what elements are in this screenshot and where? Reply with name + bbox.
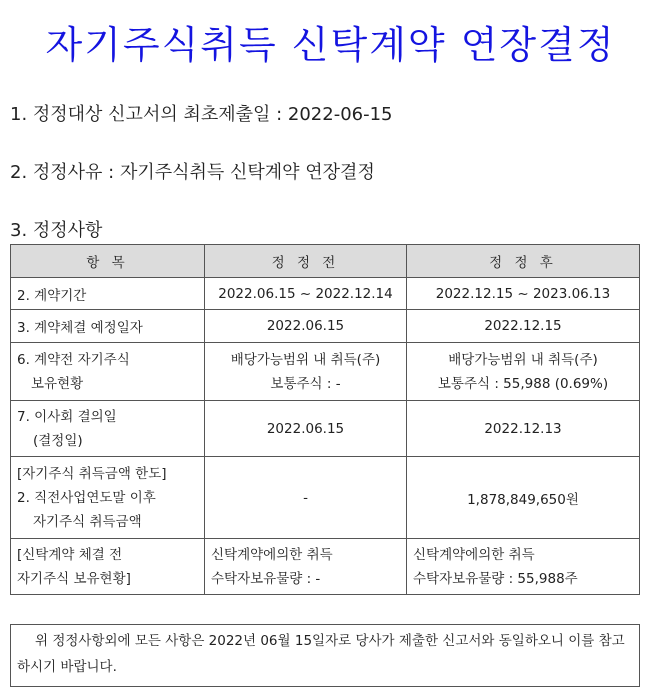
row-before: [205, 278, 407, 310]
row-before: [205, 539, 407, 595]
section-original-submission-date: 1. 정정대상 신고서의 최초제출일 : 2022-06-15: [10, 104, 393, 125]
row-after-text: 1,878,849,650원: [467, 491, 579, 508]
correction-table: [10, 244, 640, 595]
row-item-text: 2. 계약기간: [17, 287, 87, 304]
table-row: [11, 278, 640, 310]
row-before-text: 2022.06.15 ~ 2022.12.14: [218, 285, 393, 302]
row-before-text: 신탁계약에의한 취득: [211, 546, 333, 563]
row-after-text: 2022.12.15 ~ 2023.06.13: [435, 285, 611, 302]
table-row: [11, 539, 640, 595]
header-before: 정 정 전: [205, 245, 407, 278]
row-item-text: 보유현황: [31, 375, 84, 392]
row-after: [407, 343, 640, 401]
table-row: [11, 343, 640, 401]
section-correction-items: 3. 정정사항: [10, 220, 103, 241]
row-after-text: 보통주식 : 55,988 (0.69%): [437, 375, 609, 392]
row-after-text: 2022.12.13: [484, 420, 562, 437]
row-item: [11, 401, 205, 457]
row-before-text: 2022.06.15: [266, 420, 345, 437]
row-item-text: [자기주식 취득금액 한도]: [17, 465, 167, 482]
row-item-text: 자기주식 보유현황]: [17, 570, 131, 587]
table-row: [11, 401, 640, 457]
table-row: [11, 310, 640, 343]
row-after-text: 2022.12.15: [484, 318, 562, 334]
row-after: [407, 310, 640, 343]
row-before: [205, 457, 407, 539]
row-item: [11, 343, 205, 401]
row-after-text: 배당가능범위 내 취득(주): [448, 351, 598, 368]
row-item-text: 자기주식 취득금액: [33, 513, 142, 530]
footnote-text: 위 정정사항외에 모든 사항은 2022년 06월 15일자로 당사가 제출한 신고서와 동일하오니 이를 참고하시기 바랍니다.: [17, 633, 625, 675]
row-item-text: 2. 직전사업연도말 이후: [17, 489, 156, 506]
row-item-text: 6. 계약전 자기주식: [17, 351, 130, 368]
row-before: [205, 343, 407, 401]
row-after: [407, 401, 640, 457]
row-after: [407, 539, 640, 595]
row-item-text: 3. 계약체결 예정일자: [17, 320, 143, 336]
row-before-text: 2022.06.15: [266, 318, 345, 334]
header-item: 항 목: [11, 245, 205, 278]
row-after: [407, 457, 640, 539]
row-item: [11, 539, 205, 595]
section-correction-reason: 2. 정정사유 : 자기주식취득 신탁계약 연장결정: [10, 162, 375, 183]
footnote-box: [10, 624, 640, 687]
row-item: [11, 310, 205, 343]
document-title: 자기주식취득 신탁계약 연장결정: [45, 23, 616, 67]
row-after-text: 신탁계약에의한 취득: [413, 546, 535, 563]
table-header-row: [11, 245, 640, 278]
row-item-text: (결정일): [33, 432, 83, 449]
header-after: 정 정 후: [407, 245, 640, 278]
row-item-text: 7. 이사회 결의일: [17, 408, 117, 425]
row-item-text: [신탁계약 체결 전: [17, 546, 123, 563]
row-before-text: 배당가능범위 내 취득(주): [230, 351, 381, 368]
table-row: [11, 457, 640, 539]
row-before-text: -: [303, 489, 308, 506]
row-before: [205, 401, 407, 457]
row-before-text: 보통주식 : -: [270, 375, 341, 392]
row-before-text: 수탁자보유물량 : -: [211, 570, 321, 587]
row-before: [205, 310, 407, 343]
row-after: [407, 278, 640, 310]
row-item: [11, 278, 205, 310]
row-item: [11, 457, 205, 539]
row-after-text: 수탁자보유물량 : 55,988주: [413, 570, 578, 587]
